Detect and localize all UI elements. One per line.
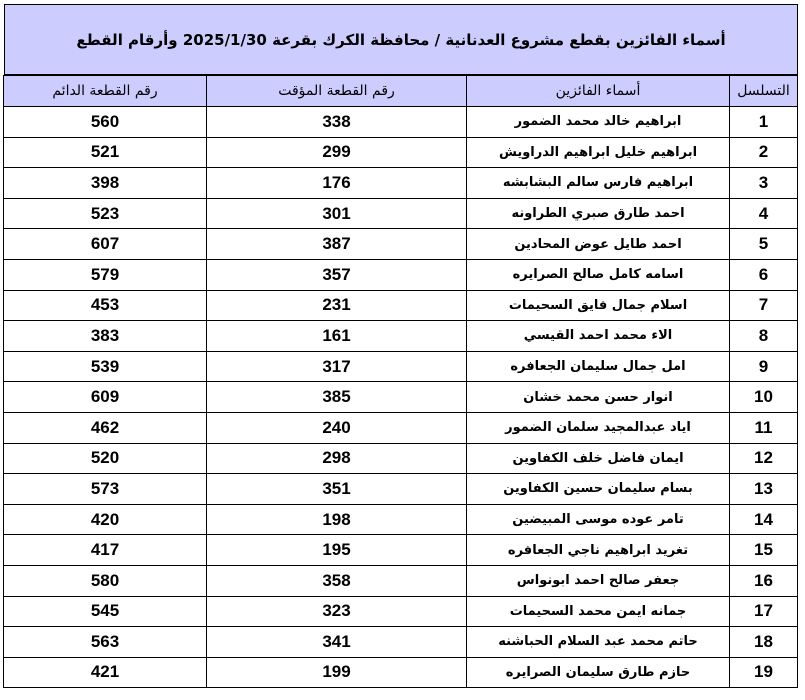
- row-name: حاتم محمد عبد السلام الحباشنه: [467, 627, 730, 658]
- row-perm-plot: 520: [4, 443, 207, 474]
- table-row: [4, 565, 798, 596]
- row-name: اسلام جمال فايق السحيمات: [467, 290, 730, 321]
- row-name: ايمان فاضل خلف الكفاوين: [467, 443, 730, 474]
- row-temp-plot: 298: [207, 443, 467, 474]
- row-perm-plot: 607: [4, 229, 207, 260]
- row-perm-plot: 579: [4, 259, 207, 290]
- row-perm-plot: 609: [4, 382, 207, 413]
- row-temp-plot: 240: [207, 412, 467, 443]
- row-seq: 5: [730, 229, 798, 260]
- row-seq: 16: [730, 565, 798, 596]
- row-temp-plot: 176: [207, 168, 467, 199]
- row-name: الاء محمد احمد القيسي: [467, 321, 730, 352]
- table-row: [4, 351, 798, 382]
- row-name: جعفر صالح احمد ابونواس: [467, 565, 730, 596]
- table-row: [4, 107, 798, 138]
- row-seq: 1: [730, 107, 798, 138]
- table-row: [4, 657, 798, 688]
- row-name: بسام سليمان حسين الكفاوين: [467, 474, 730, 505]
- table-row: [4, 168, 798, 199]
- row-temp-plot: 231: [207, 290, 467, 321]
- row-temp-plot: 341: [207, 627, 467, 658]
- sheet-title: أسماء الفائزين بقطع مشروع العدنانية / محافظة الكرك بقرعة 2025/1/30 وأرقام القطع: [4, 4, 798, 75]
- row-temp-plot: 161: [207, 321, 467, 352]
- row-perm-plot: 563: [4, 627, 207, 658]
- row-perm-plot: 417: [4, 535, 207, 566]
- row-temp-plot: 338: [207, 107, 467, 138]
- row-name: اسامه كامل صالح الصرايره: [467, 259, 730, 290]
- row-temp-plot: 351: [207, 474, 467, 505]
- row-name: حازم طارق سليمان الصرايره: [467, 657, 730, 688]
- row-seq: 11: [730, 412, 798, 443]
- table-row: [4, 382, 798, 413]
- row-name: جمانه ايمن محمد السحيمات: [467, 596, 730, 627]
- row-seq: 6: [730, 259, 798, 290]
- row-perm-plot: 580: [4, 565, 207, 596]
- winners-table: [3, 75, 798, 688]
- row-seq: 19: [730, 657, 798, 688]
- row-perm-plot: 453: [4, 290, 207, 321]
- row-seq: 13: [730, 474, 798, 505]
- row-name: امل جمال سليمان الجعافره: [467, 351, 730, 382]
- row-perm-plot: 521: [4, 137, 207, 168]
- row-name: احمد طارق صبري الطراونه: [467, 198, 730, 229]
- row-name: ابراهيم خالد محمد الضمور: [467, 107, 730, 138]
- row-seq: 4: [730, 198, 798, 229]
- row-temp-plot: 357: [207, 259, 467, 290]
- table-row: [4, 627, 798, 658]
- row-name: ابراهيم خليل ابراهيم الدراويش: [467, 137, 730, 168]
- row-temp-plot: 299: [207, 137, 467, 168]
- row-seq: 17: [730, 596, 798, 627]
- row-temp-plot: 198: [207, 504, 467, 535]
- row-name: احمد طايل عوض المحادين: [467, 229, 730, 260]
- row-name: تغريد ابراهيم ناجي الجعافره: [467, 535, 730, 566]
- row-seq: 3: [730, 168, 798, 199]
- row-seq: 18: [730, 627, 798, 658]
- header-perm-plot: رقم القطعة الدائم: [4, 76, 207, 107]
- row-name: تامر عوده موسى المبيضين: [467, 504, 730, 535]
- header-name: أسماء الفائزين: [467, 76, 730, 107]
- row-name: انوار حسن محمد خشان: [467, 382, 730, 413]
- winners-sheet: [4, 4, 798, 694]
- row-temp-plot: 358: [207, 565, 467, 596]
- table-row: [4, 596, 798, 627]
- row-seq: 7: [730, 290, 798, 321]
- row-perm-plot: 545: [4, 596, 207, 627]
- table-row: [4, 290, 798, 321]
- table-row: [4, 321, 798, 352]
- header-row: [4, 76, 798, 107]
- row-seq: 9: [730, 351, 798, 382]
- row-temp-plot: 301: [207, 198, 467, 229]
- row-seq: 2: [730, 137, 798, 168]
- table-row: [4, 229, 798, 260]
- row-seq: 12: [730, 443, 798, 474]
- row-temp-plot: 385: [207, 382, 467, 413]
- row-temp-plot: 323: [207, 596, 467, 627]
- table-row: [4, 474, 798, 505]
- row-temp-plot: 199: [207, 657, 467, 688]
- row-perm-plot: 462: [4, 412, 207, 443]
- row-perm-plot: 539: [4, 351, 207, 382]
- row-seq: 15: [730, 535, 798, 566]
- table-row: [4, 535, 798, 566]
- table-row: [4, 259, 798, 290]
- table-row: [4, 443, 798, 474]
- header-seq: التسلسل: [730, 76, 798, 107]
- row-seq: 8: [730, 321, 798, 352]
- row-seq: 14: [730, 504, 798, 535]
- row-perm-plot: 523: [4, 198, 207, 229]
- row-temp-plot: 195: [207, 535, 467, 566]
- row-perm-plot: 420: [4, 504, 207, 535]
- row-temp-plot: 387: [207, 229, 467, 260]
- row-seq: 10: [730, 382, 798, 413]
- row-perm-plot: 398: [4, 168, 207, 199]
- table-row: [4, 198, 798, 229]
- row-perm-plot: 383: [4, 321, 207, 352]
- row-temp-plot: 317: [207, 351, 467, 382]
- table-row: [4, 412, 798, 443]
- table-row: [4, 504, 798, 535]
- row-perm-plot: 573: [4, 474, 207, 505]
- row-perm-plot: 560: [4, 107, 207, 138]
- header-temp-plot: رقم القطعة المؤقت: [207, 76, 467, 107]
- row-name: ابراهيم فارس سالم البشابشه: [467, 168, 730, 199]
- row-name: اياد عبدالمجيد سلمان الضمور: [467, 412, 730, 443]
- table-row: [4, 137, 798, 168]
- row-perm-plot: 421: [4, 657, 207, 688]
